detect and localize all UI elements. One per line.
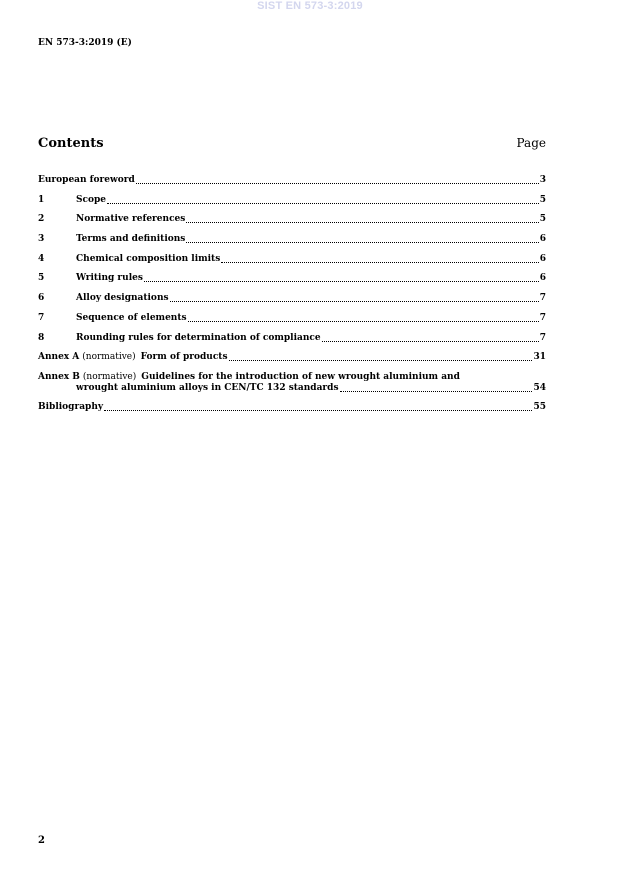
toc-entry-title: Writing rules [76, 273, 143, 284]
toc-entry-page: 5 [539, 194, 546, 205]
leader-dots [170, 301, 539, 302]
toc-entry-number: 2 [38, 214, 45, 225]
toc-entry-title: Scope [76, 194, 107, 205]
toc-entry[interactable] [38, 214, 546, 225]
annex-type: (normative) [82, 352, 136, 363]
toc-entry-title: Terms and definitions [76, 234, 186, 245]
leader-dots [340, 391, 533, 392]
toc-entry-number: 3 [38, 234, 45, 245]
annex-label: Annex B [38, 371, 80, 382]
toc-entry-page: 7 [539, 293, 546, 304]
toc-entry-page: 7 [539, 332, 546, 343]
leader-dots [188, 321, 539, 322]
toc-entry-page: 5 [539, 214, 546, 225]
toc-entry-title: Chemical composition limits [76, 253, 221, 264]
toc-entry[interactable] [38, 273, 546, 284]
document-id: EN 573-3:2019 (E) [38, 38, 132, 48]
toc-entry-annex-a[interactable] [38, 352, 546, 363]
toc-entry-foreword[interactable] [38, 175, 546, 186]
page-column-label: Page [516, 136, 546, 150]
annex-title-line-1: Guidelines for the introduction of new wrought aluminium and [141, 371, 460, 382]
toc-entry-page: 7 [539, 312, 546, 323]
annex-title-line-2: wrought aluminium alloys in CEN/TC 132 standards [76, 382, 339, 393]
annex-title: Form of products [140, 352, 228, 363]
leader-dots [186, 222, 538, 223]
watermark: SIST EN 573-3:2019 [257, 0, 363, 12]
toc-entry[interactable] [38, 293, 546, 304]
toc-entry-number: 8 [38, 332, 45, 343]
toc-entry-title: European foreword [38, 175, 135, 185]
toc-entry[interactable] [38, 313, 546, 324]
toc-entry-page: 3 [539, 175, 546, 185]
contents-heading [38, 136, 546, 151]
toc-entry-number: 1 [38, 194, 45, 205]
leader-dots [136, 183, 539, 184]
toc-entry-number: 7 [38, 312, 45, 323]
annex-type: (normative) [82, 371, 137, 382]
toc-entry-page: 54 [533, 382, 546, 393]
toc-entry-page: 6 [539, 234, 546, 245]
annex-b-line-1 [38, 372, 460, 383]
toc-entry-page: 31 [533, 352, 546, 363]
toc-entry-number: 5 [38, 273, 45, 284]
toc-entry-number: 4 [38, 253, 45, 264]
leader-dots [107, 203, 539, 204]
leader-dots [144, 281, 539, 282]
leader-dots [229, 360, 533, 361]
toc-entry-title: Alloy designations [76, 293, 169, 304]
leader-dots [186, 242, 538, 243]
toc-entry[interactable] [38, 254, 546, 265]
table-of-contents [38, 175, 546, 422]
annex-label: Annex A [38, 352, 80, 363]
toc-entry-title: Normative references [76, 214, 186, 225]
toc-entry-title: Rounding rules for determination of compliance [76, 332, 321, 343]
toc-entry[interactable] [38, 234, 546, 245]
contents-title: Contents [38, 136, 104, 151]
toc-entry-title: Bibliography [38, 401, 104, 412]
toc-entry-bibliography[interactable] [38, 402, 546, 413]
leader-dots [104, 410, 532, 411]
toc-entry[interactable] [38, 195, 546, 206]
page-number: 2 [38, 835, 45, 846]
leader-dots [322, 341, 539, 342]
toc-entry-page: 6 [539, 253, 546, 264]
toc-entry-page: 55 [533, 401, 546, 412]
toc-entry-title: Sequence of elements [76, 312, 187, 323]
toc-entry-number: 6 [38, 293, 45, 304]
toc-entry[interactable] [38, 333, 546, 344]
leader-dots [221, 262, 538, 263]
toc-entry-annex-b[interactable] [38, 372, 546, 394]
toc-entry-page: 6 [539, 273, 546, 284]
annex-b-line-2 [38, 383, 546, 394]
